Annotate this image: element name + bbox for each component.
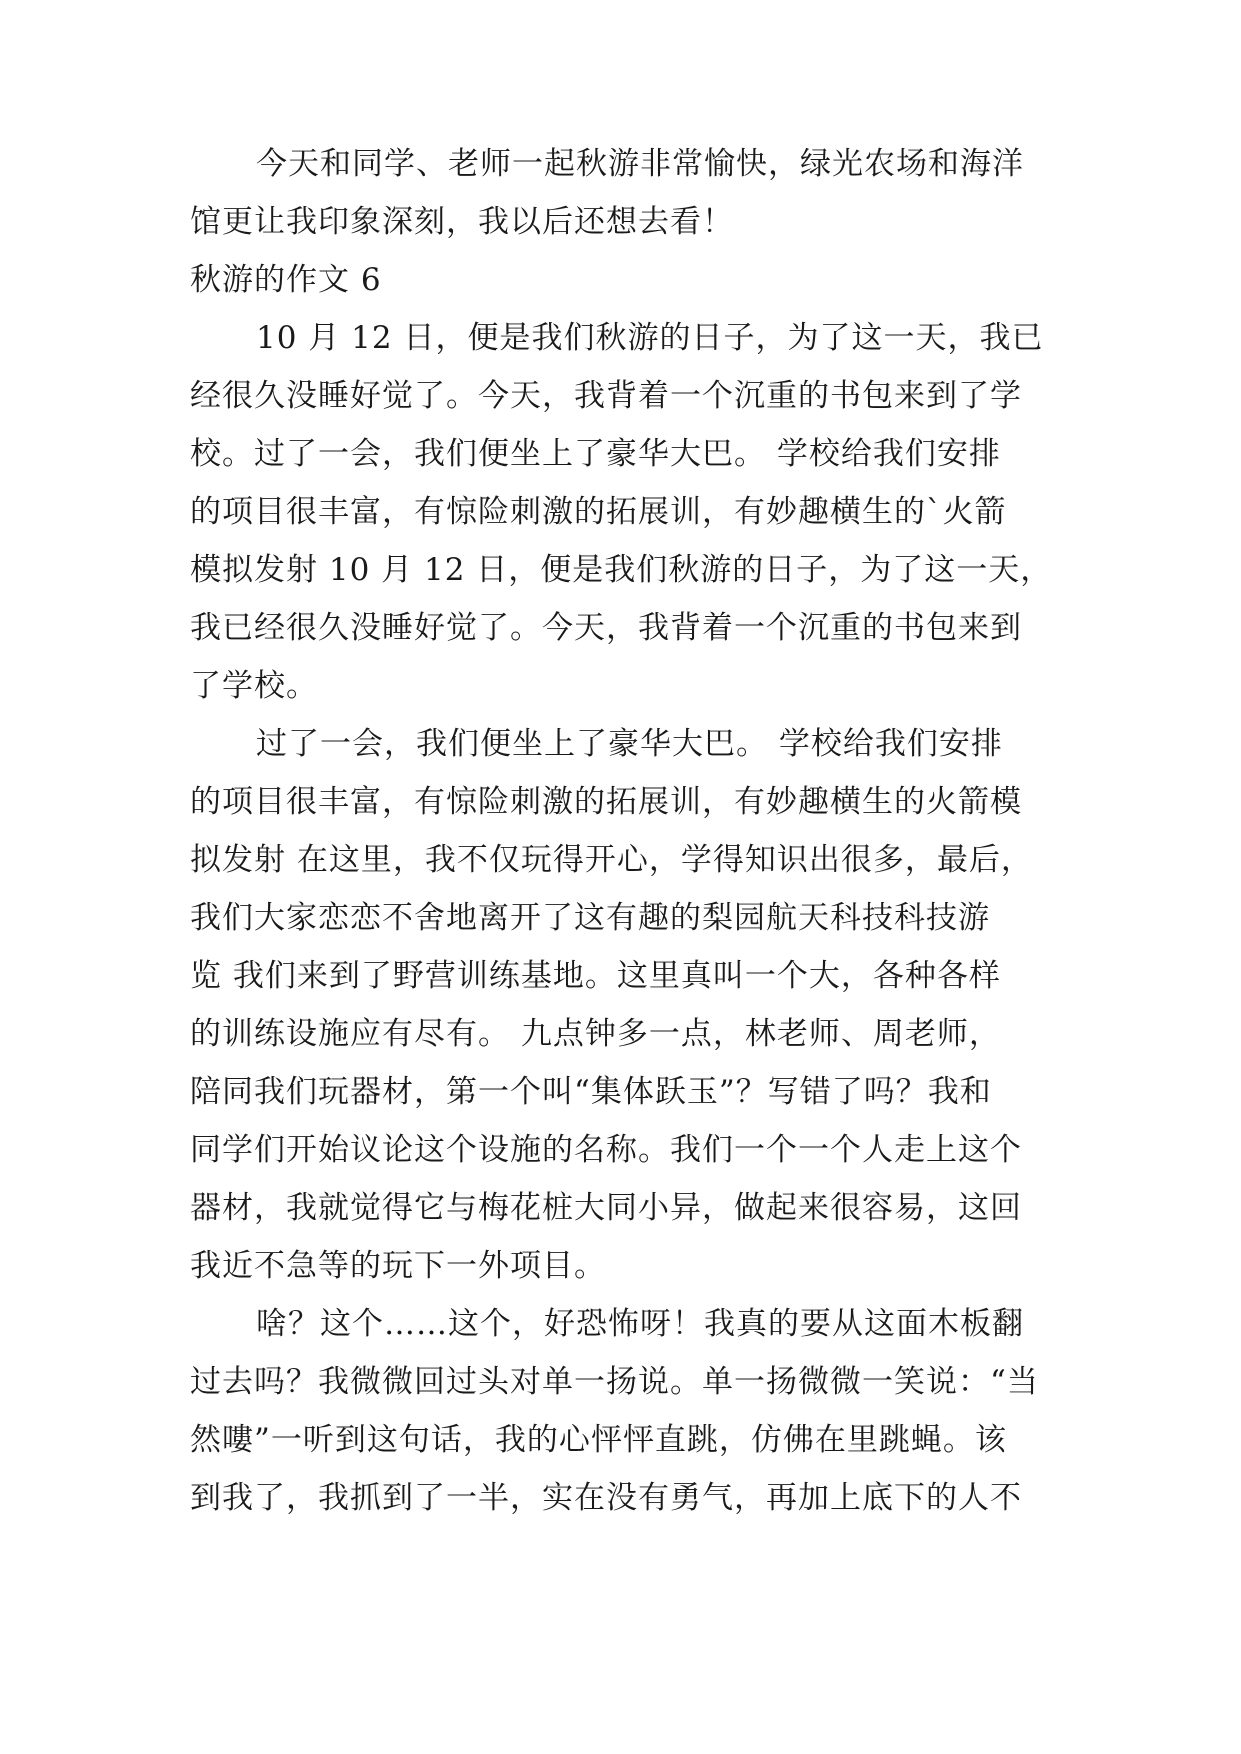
text-line: 我已经很久没睡好觉了。今天，我背着一个沉重的书包来到: [190, 610, 1022, 646]
text-line: 过了一会，我们便坐上了豪华大巴。 学校给我们安排: [256, 726, 1003, 762]
section-heading: [190, 251, 1060, 309]
text-line: 校。过了一会，我们便坐上了豪华大巴。 学校给我们安排: [190, 436, 1001, 472]
paragraph-2: [190, 309, 1060, 715]
text-line: 拟发射 在这里，我不仅玩得开心，学得知识出很多，最后，: [190, 842, 1033, 878]
text-line: 过去吗？我微微回过头对单一扬说。单一扬微微一笑说：“当: [190, 1364, 1039, 1400]
paragraph-4: [190, 1295, 1060, 1527]
text-line: 了学校。: [190, 668, 318, 704]
text-line: 的项目很丰富，有惊险刺激的拓展训，有妙趣横生的`火箭: [190, 494, 1007, 530]
text-line: 馆更让我印象深刻，我以后还想去看！: [190, 204, 734, 240]
text-line: 啥？这个……这个，好恐怖呀！我真的要从这面木板翻: [256, 1306, 1024, 1342]
paragraph-1: [190, 135, 1060, 251]
paragraph-3: [190, 715, 1060, 1295]
text-line: 的训练设施应有尽有。 九点钟多一点，林老师、周老师，: [190, 1016, 1001, 1052]
text-line: 经很久没睡好觉了。今天，我背着一个沉重的书包来到了学: [190, 378, 1022, 414]
heading-text: 秋游的作文 6: [190, 262, 382, 298]
text-line: 模拟发射 10 月 12 日，便是我们秋游的日子，为了这一天，: [190, 552, 1053, 588]
text-line: 10 月 12 日，便是我们秋游的日子，为了这一天，我已: [256, 320, 1044, 356]
text-line: 的项目很丰富，有惊险刺激的拓展训，有妙趣横生的火箭模: [190, 784, 1022, 820]
text-line: 同学们开始议论这个设施的名称。我们一个一个人走上这个: [190, 1132, 1022, 1168]
text-line: 陪同我们玩器材，第一个叫“集体跃玉”？写错了吗？我和: [190, 1074, 992, 1110]
text-line: 器材，我就觉得它与梅花桩大同小异，做起来很容易，这回: [190, 1190, 1022, 1226]
text-line: 我近不急等的玩下一外项目。: [190, 1248, 606, 1284]
text-line: 然嘍”一听到这句话，我的心怦怦直跳，仿佛在里跳蝇。该: [190, 1422, 1007, 1458]
text-line: 今天和同学、老师一起秋游非常愉快，绿光农场和海洋: [256, 146, 1024, 182]
text-line: 我们大家恋恋不舍地离开了这有趣的梨园航天科技科技游: [190, 900, 990, 936]
text-line: 览 我们来到了野营训练基地。这里真叫一个大，各种各样: [190, 958, 1001, 994]
text-line: 到我了，我抓到了一半，实在没有勇气，再加上底下的人不: [190, 1480, 1022, 1516]
